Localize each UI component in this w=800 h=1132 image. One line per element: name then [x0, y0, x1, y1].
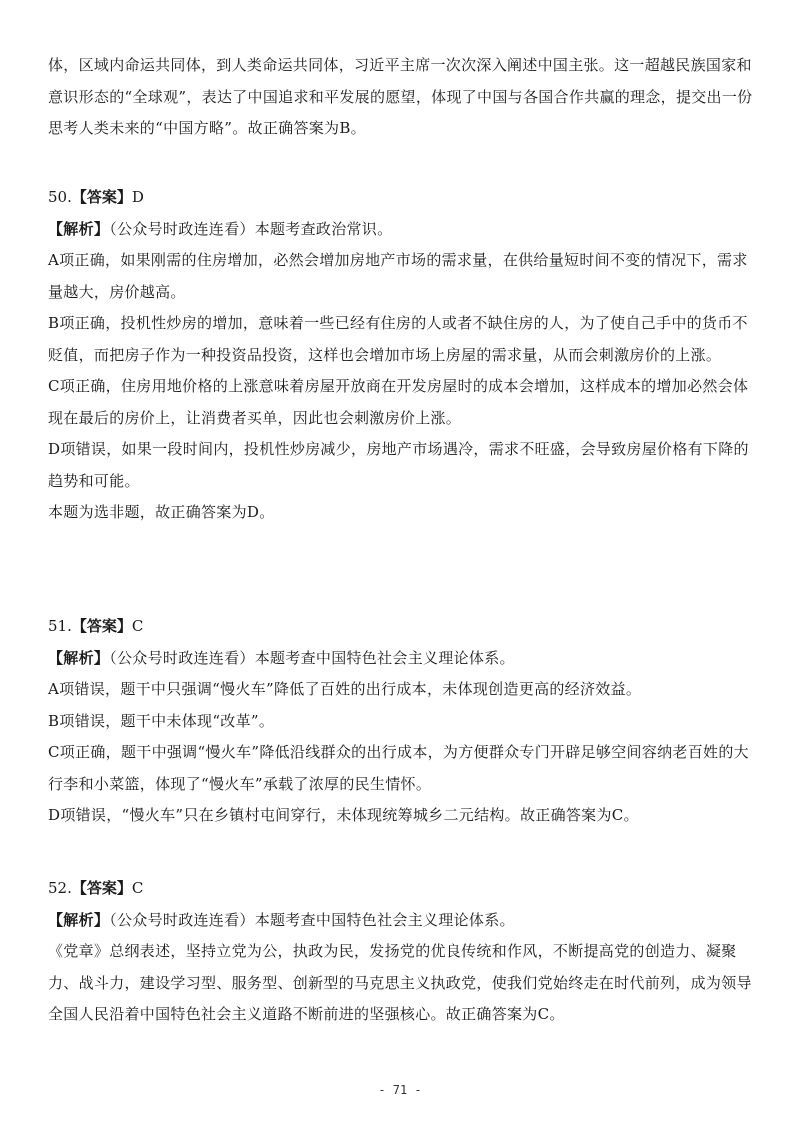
answer-tag: 【答案】 — [71, 188, 132, 206]
option-b-paragraph: B项正确，投机性炒房的增加，意味着一些已经有住房的人或者不缺住房的人，为了使自己手中的货币不贬值，而把房子作为一种投资品投资，这样也会增加市场上房屋的需求量，从而会刺激房价的上涨。 — [48, 314, 748, 364]
answer-tag: 【答案】 — [71, 617, 132, 635]
question-50-block — [48, 182, 760, 529]
page-number: - 71 - — [378, 1083, 422, 1097]
option-a-paragraph: A项正确，如果刚需的住房增加，必然会增加房地产市场的需求量，在供给量短时间不变的情况下，需求量越大，房价越高。 — [48, 251, 748, 301]
question-50-heading — [48, 182, 760, 214]
option-c-paragraph: C项正确，住房用地价格的上涨意味着房屋开放商在开发房屋时的成本会增加，这样成本的增加必然会体现在最后的房价上，让消费者买单，因此也会刺激房价上涨。 — [48, 377, 749, 427]
question-51-heading — [48, 611, 760, 643]
analysis-label: 【解析】 — [48, 648, 110, 667]
option-d-paragraph: D项错误，如果一段时间内，投机性炒房减少，房地产市场遇冷，需求不旺盛，会导致房屋价格有下降的趋势和可能。 — [48, 440, 749, 490]
option-a-paragraph: A项错误，题干中只强调“慢火车”降低了百姓的出行成本，未体现创造更高的经济效益。 — [48, 680, 642, 698]
conclusion-paragraph: 本题为选非题，故正确答案为D。 — [48, 503, 275, 521]
question-51-block — [48, 611, 760, 832]
answer-value: C — [131, 879, 144, 897]
question-number: 52. — [48, 879, 72, 897]
analysis-intro — [48, 643, 760, 675]
analysis-intro — [48, 905, 760, 937]
option-d-paragraph: D项错误，“慢火车”只在乡镇村屯间穿行，未体现统筹城乡二元结构。故正确答案为C。 — [48, 806, 639, 824]
answer-value: C — [131, 617, 144, 635]
question-52-block — [48, 873, 760, 1031]
analysis-text: （公众号时政连连看）本题考查政治常识。 — [109, 219, 393, 238]
question-number: 51. — [48, 617, 72, 635]
analysis-text: （公众号时政连连看）本题考查中国特色社会主义理论体系。 — [109, 910, 515, 929]
question-52-heading — [48, 873, 760, 905]
option-b-paragraph: B项错误，题干中未体现“改革”。 — [48, 711, 275, 730]
question-number: 50. — [48, 188, 72, 206]
analysis-label: 【解析】 — [48, 219, 110, 238]
analysis-label: 【解析】 — [48, 910, 110, 929]
analysis-intro — [48, 214, 760, 246]
analysis-text: （公众号时政连连看）本题考查中国特色社会主义理论体系。 — [109, 648, 515, 667]
intro-paragraph: 体，区域内命运共同体，到人类命运共同体，习近平主席一次次深入阐述中国主张。这一超越民族国家和意识形态的“全球观”，表达了中国追求和平发展的愿望，体现了中国与各国合作共赢的理念，提交出一份思考人类未来的“中国方略”。故正确答案为B。 — [48, 56, 753, 137]
explanation-paragraph: 《党章》总纲表述，坚持立党为公，执政为民，发扬党的优良传统和作风，不断提高党的创造力、凝聚力、战斗力，建设学习型、服务型、创新型的马克思主义执政党，使我们党始终走在时代前列，成为领导全国人民沿着中国特色社会主义道路不断前进的坚强核心。故正确答案为C。 — [48, 942, 752, 1023]
answer-tag: 【答案】 — [71, 879, 132, 897]
answer-value: D — [131, 188, 144, 206]
option-c-paragraph: C项正确，题干中强调“慢火车”降低沿线群众的出行成本，为方便群众专门开辟足够空间容纳老百姓的大行李和小菜篮，体现了“慢火车”承载了浓厚的民生情怀。 — [48, 743, 749, 793]
